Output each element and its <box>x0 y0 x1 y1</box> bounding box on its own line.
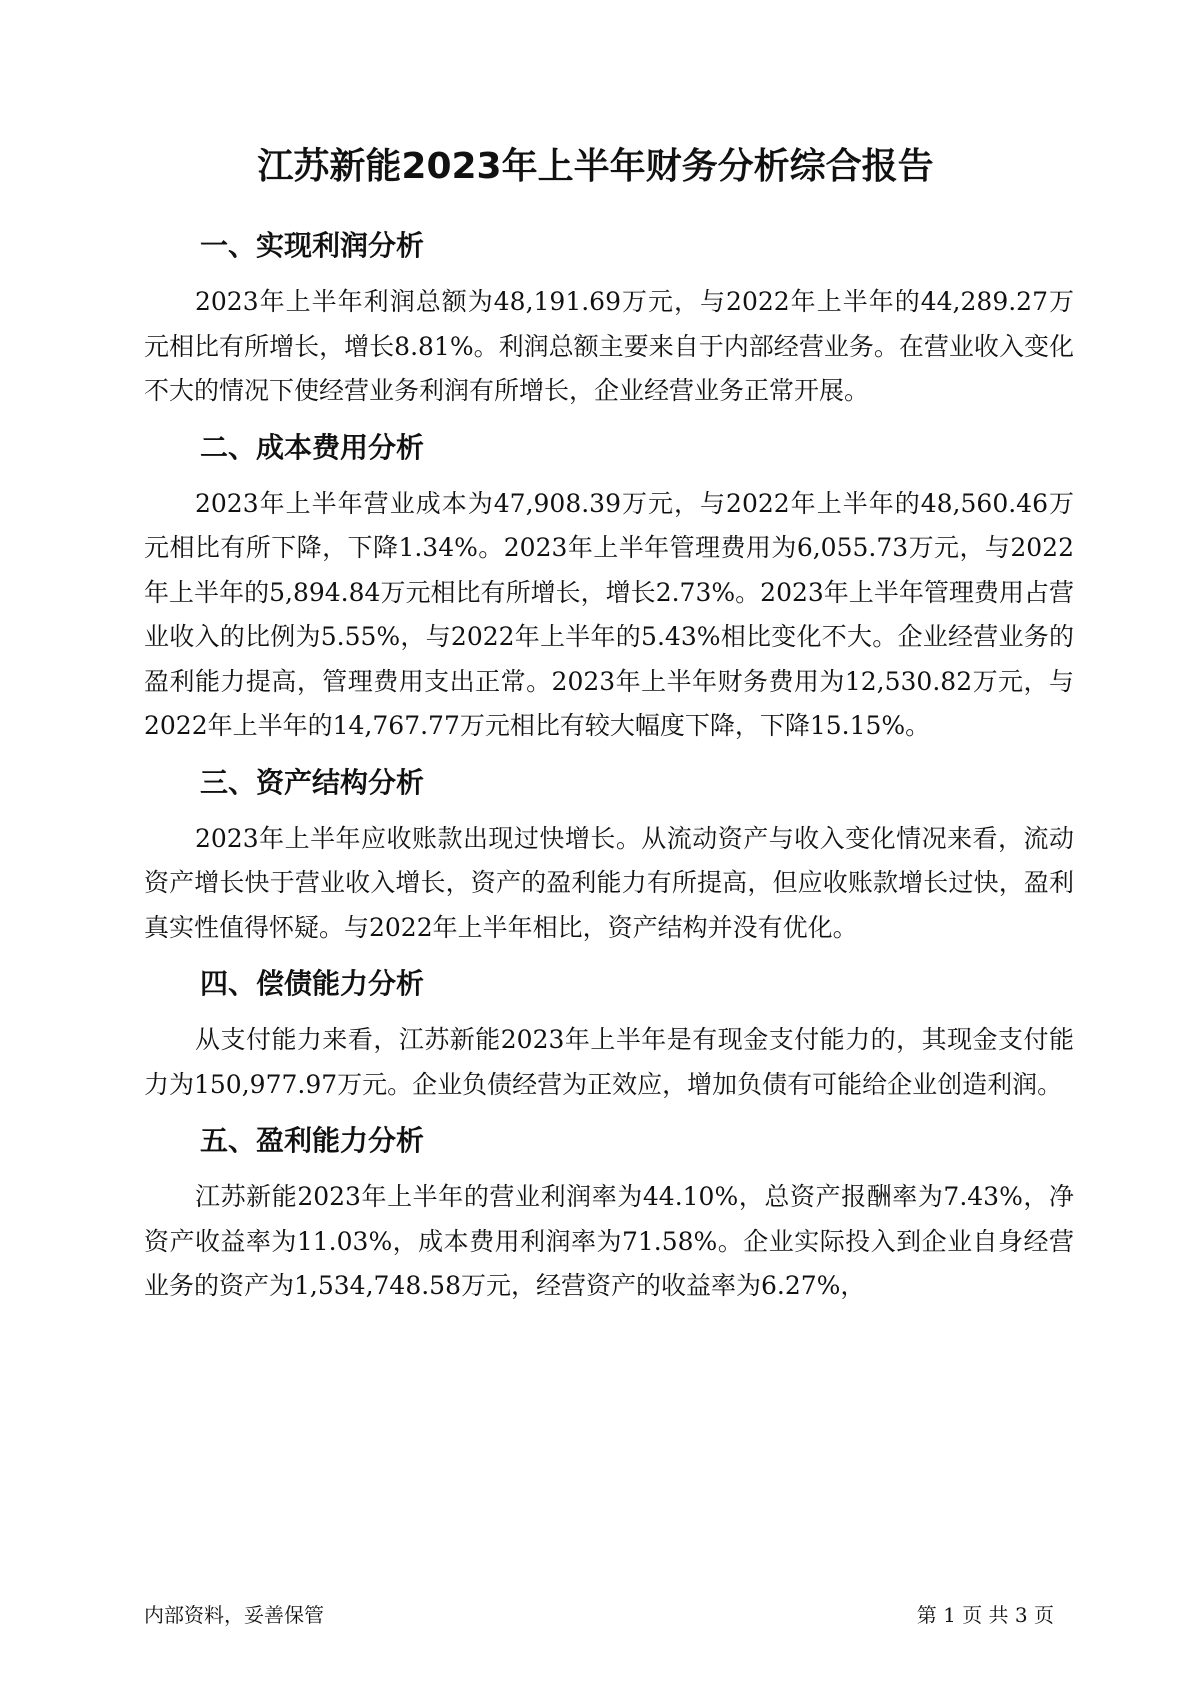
section-paragraph-cost: 2023年上半年营业成本为47,908.39万元，与2022年上半年的48,560.46万元相比有所下降，下降1.34%。2023年上半年管理费用为6,055.73万元，与2022年上半年的5,894.84万元相比有所增长，增长2.73%。2023年上半年管理费用占营业收入的比例为5.55%，与2022年上半年的5.43%相比变化不大。企业经营业务的盈利能力提高，管理费用支出正常。2023年上半年财务费用为12,530.82万元，与2022年上半年的14,767.77万元相比有较大幅度下降，下降15.15%。 <box>144 488 1074 740</box>
document-body <box>144 226 1074 1323</box>
section-heading-profitability: 五、盈利能力分析 <box>200 1124 425 1157</box>
section-paragraph-assets: 2023年上半年应收账款出现过快增长。从流动资产与收入变化情况来看，流动资产增长快于营业收入增长，资产的盈利能力有所提高，但应收账款增长过快，盈利真实性值得怀疑。与2022年上半年相比，资产结构并没有优化。 <box>144 823 1074 942</box>
section-heading-assets: 三、资产结构分析 <box>200 765 425 799</box>
section-paragraph-profitability: 江苏新能2023年上半年的营业利润率为44.10%，总资产报酬率为7.43%，净资产收益率为11.03%，成本费用利润率为71.58%。企业实际投入到企业自身经营业务的资产为1,534,748.58万元，经营资产的收益率为6.27%， <box>144 1182 1074 1300</box>
section-heading-profit: 一、实现利润分析 <box>200 229 425 262</box>
document-title: 江苏新能2023年上半年财务分析综合报告 <box>257 146 934 187</box>
footer-page-number: 第 1 页 共 3 页 <box>916 1603 1054 1627</box>
section-heading-cost: 二、成本费用分析 <box>200 430 425 464</box>
section-paragraph-profit: 2023年上半年利润总额为48,191.69万元，与2022年上半年的44,289.27万元相比有所增长，增长8.81%。利润总额主要来自于内部经营业务。在营业收入变化不大的情况下使经营业务利润有所增长，企业经营业务正常开展。 <box>144 287 1074 405</box>
footer-confidential-note: 内部资料，妥善保管 <box>144 1603 324 1627</box>
section-paragraph-solvency: 从支付能力来看，江苏新能2023年上半年是有现金支付能力的，其现金支付能力为150,977.97万元。企业负债经营为正效应，增加负债有可能给企业创造利润。 <box>144 1025 1074 1099</box>
section-heading-solvency: 四、偿债能力分析 <box>200 967 425 1000</box>
